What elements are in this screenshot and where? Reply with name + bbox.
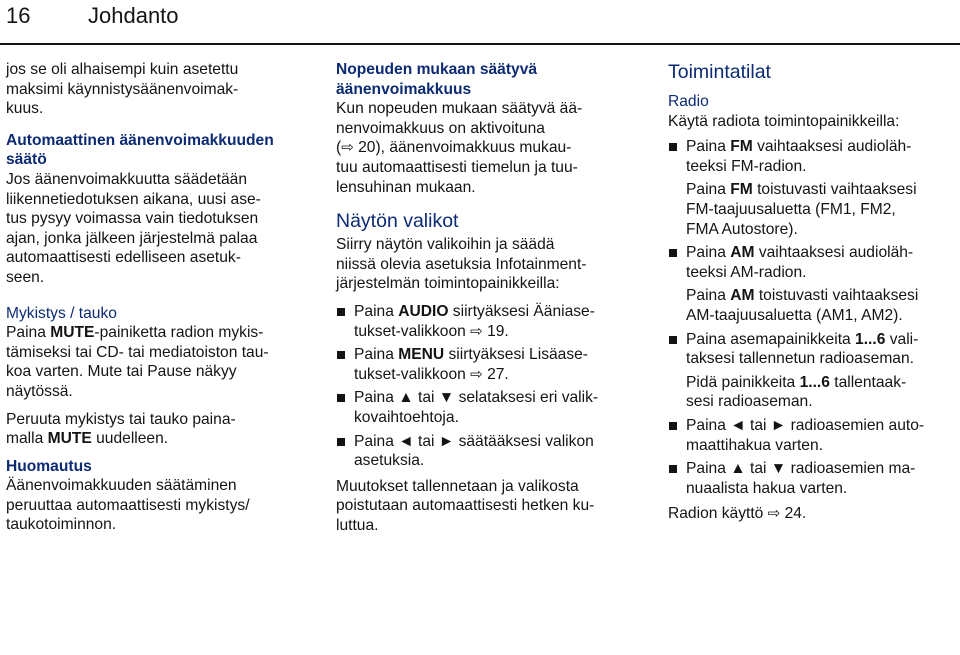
arrow-right-icon: ►	[770, 416, 787, 434]
bullet-square-icon	[669, 143, 677, 151]
text-run: säätääksesi valikon	[454, 432, 594, 450]
text-run: Radion käyttö	[668, 505, 768, 523]
text-run: vaihtaaksesi audioläh-	[754, 244, 914, 262]
text-line: kuus.	[6, 100, 44, 118]
bullet-square-icon	[337, 351, 345, 359]
list-subparagraph	[668, 373, 956, 412]
button-name: MUTE	[47, 430, 92, 448]
heading-radio: Radio	[668, 93, 709, 110]
text-line: Äänenvoimakkuuden säätäminen	[6, 477, 237, 495]
bullet-square-icon	[337, 438, 345, 446]
button-name: MUTE	[50, 324, 95, 342]
paragraph-auto-volume	[6, 170, 300, 288]
bullet-square-icon	[669, 465, 677, 473]
text-run: Paina	[354, 302, 399, 320]
text-run: 20), äänenvoimakkuus mukau-	[358, 139, 572, 157]
text-line: koa varten. Mute tai Pause näkyy	[6, 363, 237, 381]
button-name: 1...6	[799, 373, 830, 391]
text-run: tukset-valikkoon	[354, 322, 471, 340]
list-item	[336, 302, 622, 341]
paragraph-cancel-mute	[6, 410, 300, 449]
arrow-down-icon: ▼	[438, 389, 455, 407]
text-line: taukotoiminnon.	[6, 516, 117, 534]
text-line: maksimi käynnistysäänenvoimak-	[6, 80, 239, 98]
heading-note: Huomautus	[6, 457, 92, 475]
text-run: Paina	[686, 460, 731, 478]
text-line: jos se oli alhaisempi kuin asetettu	[6, 61, 239, 78]
list-item	[336, 432, 622, 471]
button-name: 1...6	[855, 330, 886, 348]
page-reference: 24.	[784, 505, 807, 523]
text-run: radioasemien ma-	[786, 460, 916, 478]
text-run: tai	[745, 460, 771, 478]
text-line: Siirry näytön valikoihin ja säädä	[336, 236, 555, 254]
text-run: vaihtaaksesi audioläh-	[752, 138, 912, 156]
heading-line: Nopeuden mukaan säätyvä	[336, 61, 538, 78]
text-run: Paina	[354, 389, 399, 407]
page-reference: 27.	[487, 365, 509, 383]
text-run: tai	[413, 389, 439, 407]
text-line: peruuttaa automaattisesti mykistys/	[6, 496, 250, 514]
text-run: Paina	[686, 244, 731, 262]
text-line: FMA Autostore).	[686, 220, 798, 238]
text-line: Kun nopeuden mukaan säätyvä ää-	[336, 100, 583, 118]
text-run: toistuvasti vaihtaaksesi	[752, 181, 917, 199]
arrow-up-icon: ▲	[398, 389, 414, 407]
column-left	[6, 60, 300, 543]
text-run: vali-	[885, 330, 919, 348]
paragraph-display-menus	[336, 235, 622, 294]
radio-list	[668, 137, 956, 498]
text-line: Peruuta mykistys tai tauko paina-	[6, 410, 236, 428]
page-reference-icon: ⇨	[470, 322, 483, 340]
list-item	[336, 345, 622, 384]
text-line: nuaalista hakua varten.	[686, 479, 848, 497]
chapter-title: Johdanto	[88, 3, 179, 28]
text-line: sesi radioaseman.	[686, 393, 813, 411]
list-subparagraph	[668, 286, 956, 325]
column-right	[668, 60, 956, 532]
text-line: Muutokset tallennetaan ja valikosta	[336, 477, 579, 495]
heading-functions: Toimintatilat	[668, 61, 771, 83]
list-item	[668, 243, 956, 282]
text-run: Paina	[6, 324, 51, 342]
paragraph-speed-volume	[336, 99, 622, 197]
text-line: niissä olevia asetuksia Infotainment-	[336, 255, 587, 273]
text-line: luttua.	[336, 516, 379, 534]
button-name: MENU	[398, 346, 445, 364]
arrow-left-icon: ◄	[398, 432, 414, 450]
paragraph-radio-intro: Käytä radiota toimintopainikkeilla:	[668, 112, 900, 130]
arrow-down-icon: ▼	[770, 460, 787, 478]
heading-display-menus: Näytön valikot	[336, 210, 459, 233]
text-line: poistutaan automaattisesti hetken ku-	[336, 497, 595, 515]
heading-line: äänenvoimakkuus	[336, 80, 472, 98]
text-line: automaattisesti edelliseen asetuk-	[6, 249, 241, 267]
text-run: malla	[6, 430, 48, 448]
text-line: teeksi AM-radion.	[686, 263, 807, 281]
page-reference-icon: ⇨	[341, 139, 354, 157]
list-item	[668, 459, 956, 498]
arrow-left-icon: ◄	[730, 416, 746, 434]
page-number: 16	[6, 3, 31, 28]
bullet-square-icon	[669, 336, 677, 344]
text-run: radioasemien auto-	[786, 416, 925, 434]
text-run: tai	[413, 432, 439, 450]
header-rule	[0, 43, 960, 45]
arrow-up-icon: ▲	[730, 460, 746, 478]
bullet-square-icon	[669, 249, 677, 257]
text-line: kovaihtoehtoja.	[354, 408, 459, 426]
text-run: toistuvasti vaihtaaksesi	[754, 287, 919, 305]
button-name: AUDIO	[398, 302, 449, 320]
text-line: järjestelmän toimintopainikkeilla:	[336, 275, 560, 293]
list-item	[336, 388, 622, 427]
text-run: Paina	[354, 432, 399, 450]
text-run: uudelleen.	[91, 430, 169, 448]
text-run: (	[336, 139, 342, 157]
heading-line: Automaattinen äänenvoimakkuuden	[6, 131, 274, 149]
list-subparagraph	[668, 180, 956, 239]
text-line: tämiseksi tai CD- tai mediatoiston tau-	[6, 343, 269, 361]
text-line: tuu automaattisesti tiemelun ja tuu-	[336, 158, 578, 176]
text-line: näytössä.	[6, 382, 73, 400]
heading-mute: Mykistys / tauko	[6, 304, 117, 322]
text-line: Jos äänenvoimakkuutta säädetään	[6, 170, 248, 188]
list-item	[668, 416, 956, 455]
text-run: Paina	[686, 416, 731, 434]
text-line: nenvoimakkuus on aktivoituna	[336, 119, 545, 137]
button-name: FM	[730, 181, 753, 199]
bullet-square-icon	[669, 422, 677, 430]
text-line: ajan, jonka jälkeen järjestelmä palaa	[6, 229, 258, 247]
text-line: maattihakua varten.	[686, 436, 823, 454]
text-run: -painiketta radion mykis-	[94, 324, 264, 342]
heading-auto-volume	[6, 131, 300, 170]
text-run: Pidä painikkeita	[686, 373, 800, 391]
text-line: lensuhinan mukaan.	[336, 178, 476, 196]
text-line: teeksi FM-radion.	[686, 157, 807, 175]
display-menu-list	[336, 302, 622, 471]
text-run: Paina asemapainikkeita	[686, 330, 856, 348]
column-middle	[336, 60, 622, 543]
text-line: tus pysyy voimassa vain tiedotuksen	[6, 210, 259, 228]
text-run: Paina	[686, 287, 731, 305]
text-run: Paina	[354, 346, 399, 364]
text-line: liikennetiedotuksen aikana, uusi ase-	[6, 190, 261, 208]
text-run: tukset-valikkoon	[354, 365, 471, 383]
button-name: AM	[730, 287, 755, 305]
heading-line: säätö	[6, 151, 47, 169]
arrow-right-icon: ►	[438, 432, 455, 450]
text-line: AM-taajuusaluetta (AM1, AM2).	[686, 306, 903, 324]
text-line: taksesi tallennetun radioaseman.	[686, 350, 914, 368]
text-run: tai	[745, 416, 771, 434]
text-run: siirtyäksesi Lisäase-	[444, 346, 588, 364]
page-header	[0, 0, 960, 44]
text-run: tallentaak-	[829, 373, 907, 391]
text-run: siirtyäksesi Ääniase-	[448, 302, 595, 320]
text-run: Paina	[686, 181, 731, 199]
paragraph-radio-reference	[668, 504, 956, 524]
page-reference: 19.	[487, 322, 509, 340]
text-run: selataksesi eri valik-	[454, 389, 599, 407]
paragraph-intro	[6, 60, 300, 119]
text-run: Paina	[686, 138, 731, 156]
text-line: asetuksia.	[354, 452, 425, 470]
page-reference-icon: ⇨	[470, 365, 483, 383]
paragraph-mute	[6, 323, 300, 401]
paragraph-save	[336, 477, 622, 536]
text-line: FM-taajuusaluetta (FM1, FM2,	[686, 200, 896, 218]
paragraph-note	[6, 476, 300, 535]
button-name: FM	[730, 138, 753, 156]
page-reference-icon: ⇨	[767, 505, 781, 523]
list-item	[668, 137, 956, 176]
bullet-square-icon	[337, 394, 345, 402]
bullet-square-icon	[337, 308, 345, 316]
button-name: AM	[730, 244, 755, 262]
list-item	[668, 330, 956, 369]
text-line: seen.	[6, 268, 45, 286]
heading-speed-volume	[336, 60, 622, 99]
